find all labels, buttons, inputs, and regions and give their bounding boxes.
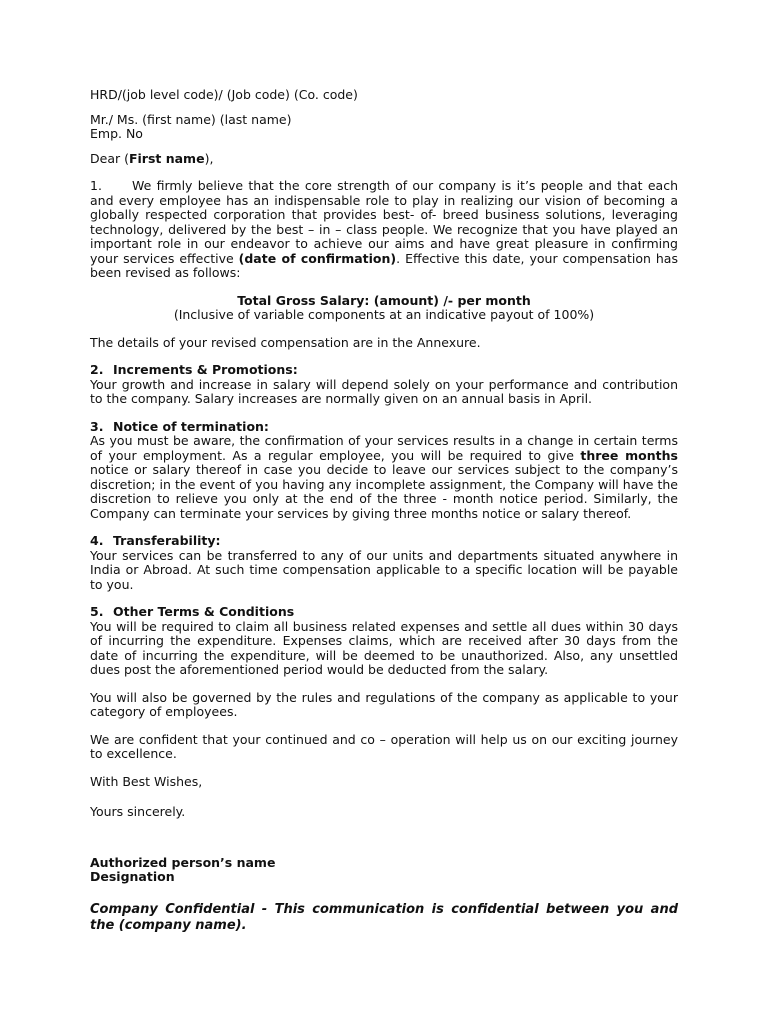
confidence-paragraph: We are confident that your continued and co – operation will help us on our exciting journey to excellence. bbox=[90, 731, 678, 761]
section-other-terms bbox=[90, 605, 678, 678]
section-body: You will be required to claim all business related expenses and settle all dues within 30 days of incurring the expenditure. Expenses claims, which are received after 30 days from the date of incurring the expenditure, will be deemed to be unauthorized. Also, any unsettled dues post the aforementioned period would be deducted from the salary. bbox=[90, 618, 678, 677]
confidential-note: Company Confidential - This communication is confidential between you and the (company name). bbox=[90, 901, 678, 933]
section-number: 3. bbox=[90, 418, 104, 434]
section-transferability bbox=[90, 534, 678, 592]
section-title: Increments & Promotions: bbox=[113, 362, 298, 377]
section-heading bbox=[90, 420, 678, 435]
section-termination bbox=[90, 420, 678, 522]
section-heading bbox=[90, 534, 678, 549]
letter-document bbox=[90, 88, 678, 934]
section-title: Notice of termination: bbox=[113, 418, 269, 434]
confirmation-text-a: We firmly believe that the core strength of our company is it’s people and that each and every employee has an indispensable role to play in realizing our vision of becoming a globally respected corporation that provides best- of- breed business solutions, leveraging technology, delivered by the best – in – class people. We recognize that you have played an important role in our endeavor to achieve our aims and have great pleasure in confirming your services effective bbox=[90, 178, 678, 266]
annexure-note: The details of your revised compensation are in the Annexure. bbox=[90, 334, 481, 350]
addressee-block bbox=[90, 113, 678, 142]
section-title: Transferability: bbox=[113, 533, 221, 548]
salary-title: Total Gross Salary: (amount) /- per month bbox=[237, 292, 531, 308]
salutation-suffix: ), bbox=[204, 150, 214, 166]
signer-designation: Designation bbox=[90, 869, 175, 884]
signature-block bbox=[90, 856, 678, 885]
section-number: 4. bbox=[90, 533, 104, 548]
section-body: Your growth and increase in salary will depend solely on your performance and contribution to the company. Salary increases are normally given on an annual basis in April. bbox=[90, 376, 678, 406]
salutation bbox=[90, 152, 678, 167]
salary-block bbox=[90, 294, 678, 323]
section-body bbox=[90, 434, 678, 521]
section-body: Your services can be transferred to any of our units and departments situated anywhere in India or Abroad. At such time compensation applicable to a specific location will be payable to you. bbox=[90, 547, 678, 592]
addressee-name: Mr./ Ms. (first name) (last name) bbox=[90, 111, 292, 127]
paragraph-number: 1. bbox=[90, 178, 102, 193]
rules-paragraph: You will also be governed by the rules and regulations of the company as applicable to your category of employees. bbox=[90, 689, 678, 719]
section-increments bbox=[90, 363, 678, 407]
section-number: 2. bbox=[90, 362, 104, 377]
reference-line: HRD/(job level code)/ (Job code) (Co. code) bbox=[90, 87, 358, 102]
salutation-name: First name bbox=[128, 150, 205, 166]
confirmation-date: (date of confirmation) bbox=[238, 250, 397, 266]
signer-name: Authorized person’s name bbox=[90, 854, 276, 870]
best-wishes: With Best Wishes, bbox=[90, 773, 203, 789]
section-heading bbox=[90, 605, 678, 620]
termination-text-b: notice or salary thereof in case you decide to leave our services subject to the company’s discretion; in the event of you having any incomplete assignment, the Company will have the discretion to relieve you only at the end of the three - month notice period. Similarly, the Company can terminate your services by giving three months notice or salary thereof. bbox=[90, 462, 678, 521]
section-title: Other Terms & Conditions bbox=[113, 604, 295, 619]
employee-number: Emp. No bbox=[90, 126, 143, 141]
section-heading bbox=[90, 363, 678, 378]
salary-note: (Inclusive of variable components at an indicative payout of 100%) bbox=[173, 307, 595, 322]
termination-text-a: As you must be aware, the confirmation of your services results in a change in certain terms of your employment. As a regular employee, you will be required to give bbox=[90, 433, 678, 463]
salutation-prefix: Dear ( bbox=[90, 150, 129, 166]
confirmation-paragraph bbox=[90, 179, 678, 281]
closing: Yours sincerely. bbox=[90, 804, 186, 819]
notice-period: three months bbox=[580, 447, 678, 463]
confirmation-text-b: . Effective this date, your compensation has been revised as follows: bbox=[90, 250, 678, 280]
section-number: 5. bbox=[90, 604, 104, 619]
